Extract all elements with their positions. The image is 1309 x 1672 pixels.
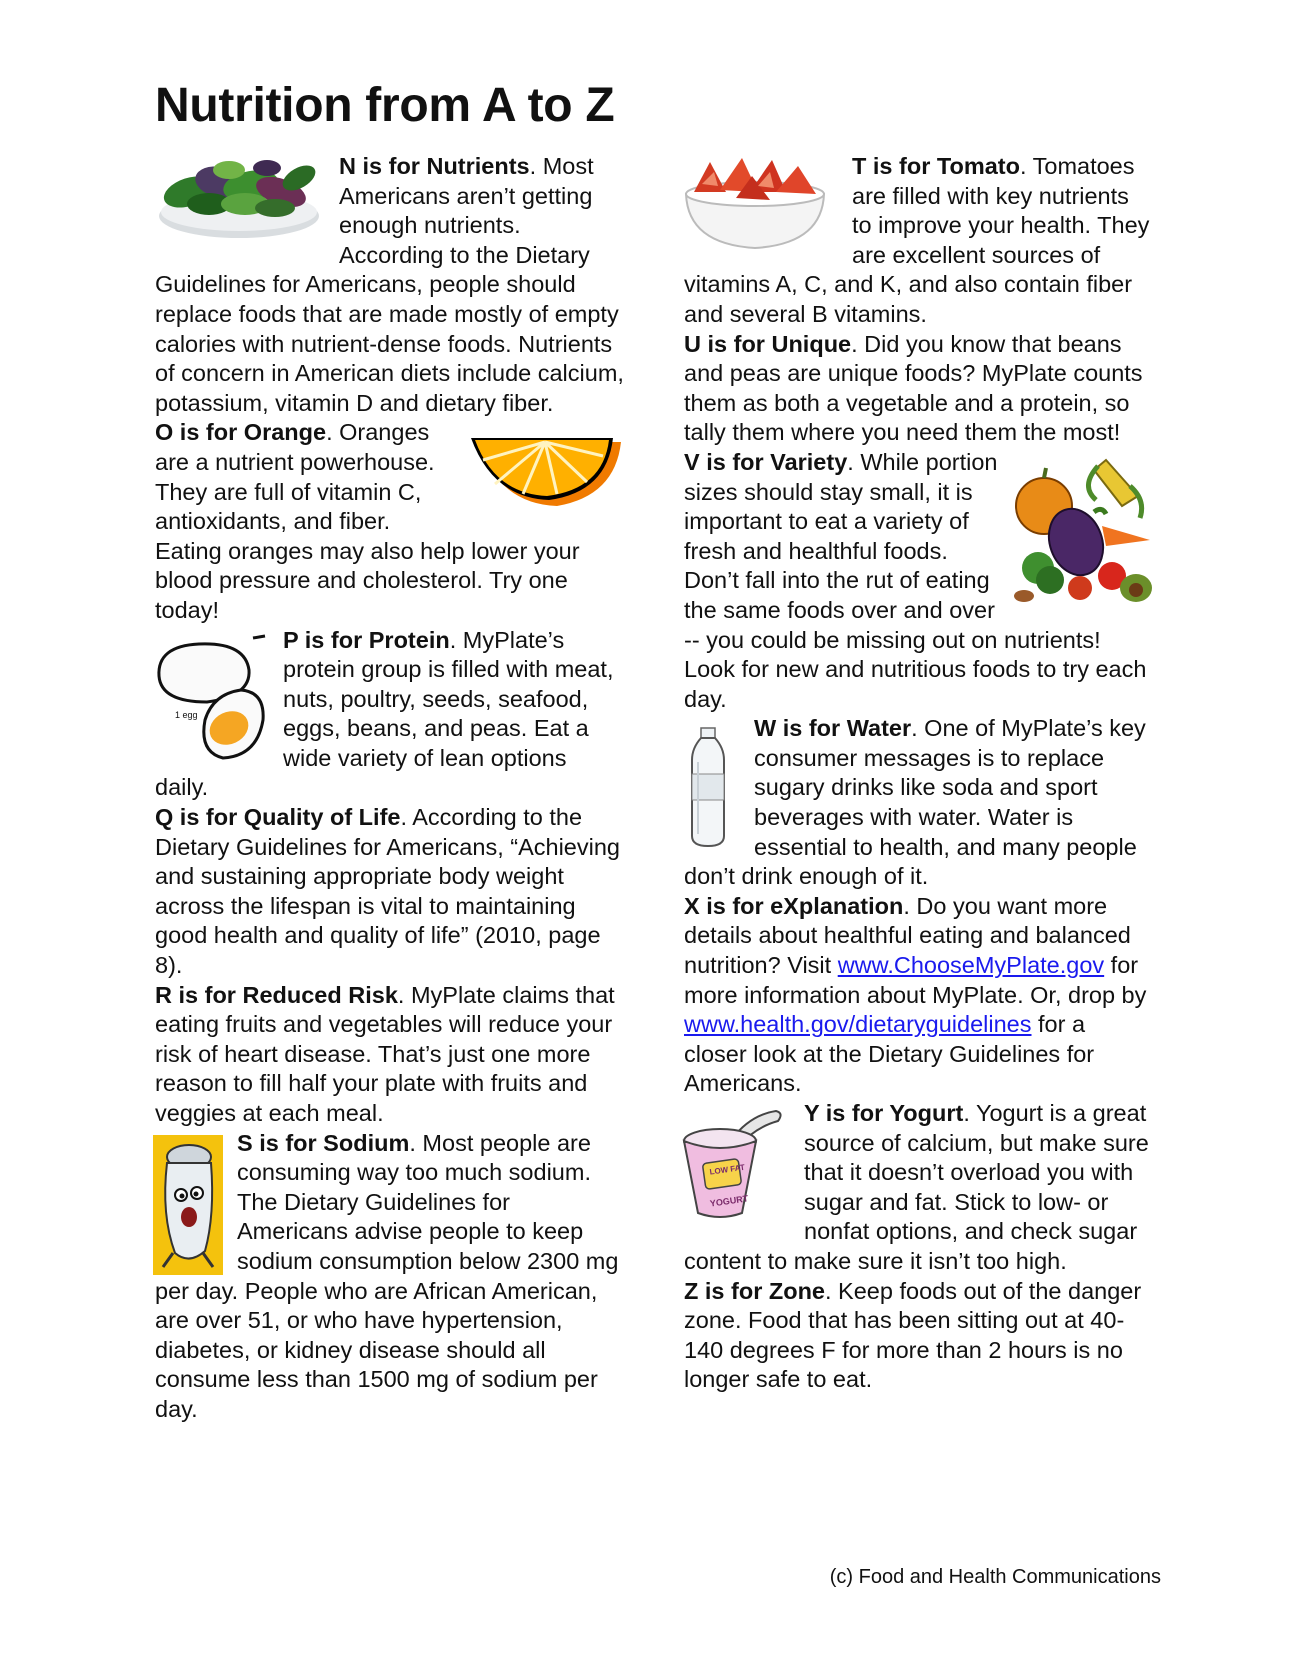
section-v-heading: V is for Variety: [684, 448, 848, 475]
section-z: [684, 1277, 1154, 1395]
section-w: [684, 714, 1154, 892]
section-s-heading: S is for Sodium: [237, 1129, 410, 1156]
yogurt-label-top: LOW FAT: [709, 1162, 746, 1177]
tomato-bowl-icon: [680, 152, 830, 252]
section-x: [684, 892, 1154, 1099]
salad-icon: [149, 152, 329, 250]
section-z-text: . Keep foods out of the danger zone. Food that has been sitting out at 40-140 degrees F for more than 2 hours is no longer safe to eat.: [684, 1277, 1142, 1393]
section-x-heading: X is for eXplanation: [684, 892, 904, 919]
section-p-text: . MyPlate’s protein group is filled with meat, nuts, poultry, seeds, seafood, eggs, beans, and peas. Eat a wide variety of lean options daily.: [155, 626, 614, 801]
right-column: [684, 152, 1154, 1395]
yogurt-icon: [680, 1105, 790, 1223]
section-x-text-1: . Do you want more details about healthful eating and balanced nutrition? Visit: [684, 892, 1131, 979]
section-r-text: . MyPlate claims that eating fruits and vegetables will reduce your risk of heart disease. That’s just one more reason to fill half your plate with fruits and veggies at each meal.: [155, 981, 615, 1126]
section-q-heading: Q is for Quality of Life: [155, 804, 401, 831]
section-u-heading: U is for Unique: [684, 330, 852, 357]
vegetables-icon: [1010, 456, 1154, 612]
section-w-text: . One of MyPlate’s key consumer messages is to replace sugary drinks like soda and sport beverages with water. Water is essential to health, and many people don’t drink enough of it.: [684, 715, 1146, 890]
section-n-text: . Most Americans aren’t getting enough nutrients. According to the Dietary Guidelines for Americans, people should replace foods that are made mostly of empty calories with nutrient-dense foods. Nutrients of concern in American diets include calcium, potassium, vitamin D and dietary fiber.: [155, 153, 624, 416]
section-z-heading: Z is for Zone: [684, 1277, 825, 1304]
section-q-text: . According to the Dietary Guidelines for Americans, “Achieving and sustaining appropriate body weight across the lifespan is vital to maintaining good health and quality of life” (2010, page 8).: [155, 804, 620, 979]
section-y-heading: Y is for Yogurt: [804, 1100, 964, 1126]
section-s: [155, 1129, 625, 1425]
salt-shaker-icon: [153, 1135, 223, 1275]
left-column: [155, 152, 625, 1425]
egg-caption: 1 egg: [175, 709, 198, 720]
section-x-text-2: for more information about MyPlate. Or, drop by: [684, 952, 1147, 1008]
section-o-text: . Oranges are a nutrient powerhouse. They are full of vitamin C, antioxidants, and fiber. Eating oranges may also help lower your blood pressure and cholesterol. Try one today!: [155, 419, 580, 623]
section-q: [155, 803, 625, 981]
section-v-text: . While portion sizes should stay small, it is important to eat a variety of fresh and healthful foods. Don’t fall into the rut of eating the same foods over and over -- you could be missing out on nutrients! Look for new and nutritious foods to try each day.: [684, 448, 1147, 712]
orange-slice-icon: [465, 434, 625, 514]
page-title: Nutrition from A to Z: [155, 79, 615, 132]
section-n-heading: N is for Nutrients: [339, 153, 530, 179]
choosemyplate-link[interactable]: www.ChooseMyPlate.gov: [837, 952, 1105, 979]
copyright-footer: (c) Food and Health Communications: [829, 1566, 1161, 1588]
dietaryguidelines-link[interactable]: www.health.gov/dietaryguidelines: [684, 1011, 1032, 1038]
section-r-heading: R is for Reduced Risk: [155, 981, 398, 1008]
section-u: [684, 330, 1154, 448]
section-y-text: . Yogurt is a great source of calcium, but make sure that it doesn’t overload you with sugar and fat. Stick to low- or nonfat options, and check sugar content to make sure it isn’t too high.: [684, 1100, 1149, 1274]
section-s-text: . Most people are consuming way too much sodium. The Dietary Guidelines for Americans advise people to keep sodium consumption below 2300 mg per day. People who are African American, are over 51, or who have hypertension, diabetes, or kidney disease should all consume less than 1500 mg of sodium per day.: [155, 1129, 619, 1422]
section-p-heading: P is for Protein: [283, 626, 450, 653]
yogurt-label-bottom: YOGURT: [709, 1193, 749, 1209]
egg-icon: [153, 632, 271, 760]
section-r: [155, 981, 625, 1129]
section-x-text-3: for a closer look at the Dietary Guidelines for Americans.: [684, 1011, 1095, 1097]
section-w-heading: W is for Water: [754, 715, 912, 742]
water-bottle-icon: [684, 726, 732, 850]
section-o-heading: O is for Orange: [155, 419, 327, 446]
section-t-heading: T is for Tomato: [852, 153, 1020, 179]
section-u-text: . Did you know that beans and peas are unique foods? MyPlate counts them as both a vegetable and a protein, so tally them where you need them the most!: [684, 330, 1143, 446]
section-t-text: . Tomatoes are filled with key nutrients to improve your health. They are excellent sources of vitamins A, C, and K, and also contain fiber and several B vitamins.: [684, 153, 1150, 327]
